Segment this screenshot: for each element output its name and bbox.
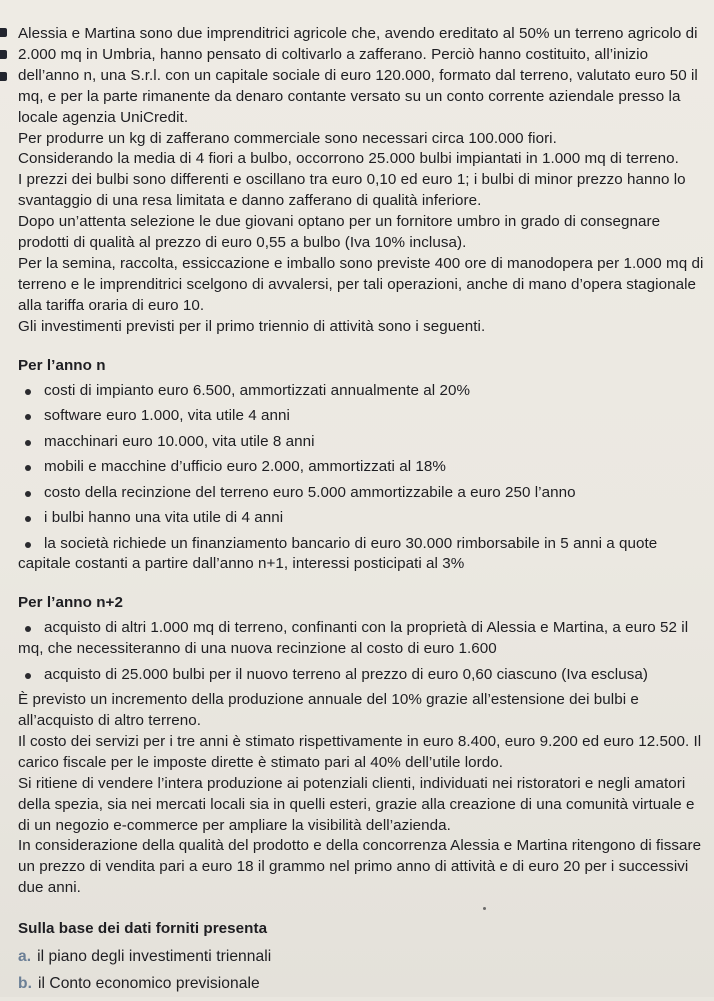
task-item [18, 947, 708, 968]
list-item: mobili e macchine d’ufficio euro 2.000, ammortizzati al 18% [18, 457, 708, 478]
exercise-text [18, 24, 708, 1001]
tasks-heading: Sulla base dei dati forniti presenta [18, 920, 268, 938]
list-item: la società richiede un finanziamento bancario di euro 30.000 rimborsabile in 5 anni a quote capitale costanti a partire dall’anno n+1, interessi posticipati al 3% [18, 534, 708, 576]
list-item: software euro 1.000, vita utile 4 anni [18, 406, 708, 427]
closing-paragraph: È previsto un incremento della produzione annuale del 10% grazie all’estensione dei bulbi e all’acquisto di altro terreno. [18, 691, 639, 730]
list-item: costi di impianto euro 6.500, ammortizzati annualmente al 20% [18, 381, 708, 402]
task-text: il Conto economico previsionale [37, 975, 260, 992]
ink-dot [483, 907, 486, 910]
page-edge-marks [0, 28, 8, 94]
edge-mark [0, 28, 7, 37]
year-n-investments [18, 381, 708, 576]
list-item: i bulbi hanno una vita utile di 4 anni [18, 508, 708, 529]
year-n-heading: Per l’anno n [18, 356, 106, 374]
closing-paragraph: In considerazione della qualità del prodotto e della concorrenza Alessia e Martina ritengono di fissare un prezzo di vendita pari a euro 18 il grammo nel primo anno di attività e di euro 20 per i successivi due anni. [18, 837, 702, 897]
intro-paragraph: Per produrre un kg di zafferano commerciale sono necessari circa 100.000 fiori. [18, 129, 557, 147]
intro-paragraph: Per la semina, raccolta, essiccazione e imballo sono previste 400 ore di manodopera per 1.000 mq di terreno e le imprenditrici scelgono di avvalersi, per tali operazioni, anche di mano d’opera stagionale alla tariffa oraria di euro 10. [18, 254, 704, 314]
year-n2-heading: Per l’anno n+2 [18, 594, 123, 612]
list-item: macchinari euro 10.000, vita utile 8 anni [18, 432, 708, 453]
edge-mark [0, 50, 7, 59]
intro-paragraph: Gli investimenti previsti per il primo triennio di attività sono i seguenti. [18, 317, 486, 335]
intro-paragraph: I prezzi dei bulbi sono differenti e oscillano tra euro 0,10 ed euro 1; i bulbi di minor prezzo hanno lo svantaggio di una resa limitata e danno zafferano di qualità inferiore. [18, 171, 686, 210]
edge-mark [0, 72, 7, 81]
task-letter: b. [18, 975, 32, 992]
closing-paragraph: Il costo dei servizi per i tre anni è stimato rispettivamente in euro 8.400, euro 9.200 ed euro 12.500. Il carico fiscale per le imposte dirette è stimato pari al 40% dell’utile lordo. [18, 732, 702, 771]
intro-paragraph: Alessia e Martina sono due imprenditrici agricole che, avendo ereditato al 50% un terreno agricolo di 2.000 mq in Umbria, hanno pensato di coltivarlo a zafferano. Perciò hanno costituito, all’inizio dell’anno n, una S.r.l. con un capitale sociale di euro 120.000, formato dal terreno, valutato euro 50 il mq, e per la parte rimanente da denaro contante versato su un conto corrente aziendale presso la locale agenzia UniCredit. [18, 25, 698, 126]
list-item: acquisto di 25.000 bulbi per il nuovo terreno al prezzo di euro 0,60 ciascuno (Iva esclusa) [18, 665, 708, 686]
year-n2-investments [18, 618, 708, 685]
intro-paragraph: Dopo un’attenta selezione le due giovani optano per un fornitore umbro in grado di consegnare prodotti di qualità al prezzo di euro 0,55 a bulbo (Iva 10% inclusa). [18, 213, 661, 252]
intro-paragraph: Considerando la media di 4 fiori a bulbo, occorrono 25.000 bulbi impiantati in 1.000 mq di terreno. [18, 150, 679, 168]
task-letter: a. [18, 948, 32, 966]
list-item: costo della recinzione del terreno euro 5.000 ammortizzabile a euro 250 l’anno [18, 483, 708, 504]
task-text: il piano degli investimenti triennali [37, 948, 272, 966]
list-item: acquisto di altri 1.000 mq di terreno, confinanti con la proprietà di Alessia e Martina, a euro 52 il mq, che necessiteranno di una nuova recinzione al costo di euro 1.600 [18, 618, 708, 660]
task-item [18, 974, 708, 995]
closing-paragraph: Si ritiene di vendere l’intera produzione ai potenziali clienti, individuati nei ristoratori e negli amatori della spezia, sia nei mercati locali sia in quelli esteri, grazie alla creazione di una comunità virtuale e di un negozio e-commerce per ampliare la visibilità dell’azienda. [18, 774, 695, 834]
